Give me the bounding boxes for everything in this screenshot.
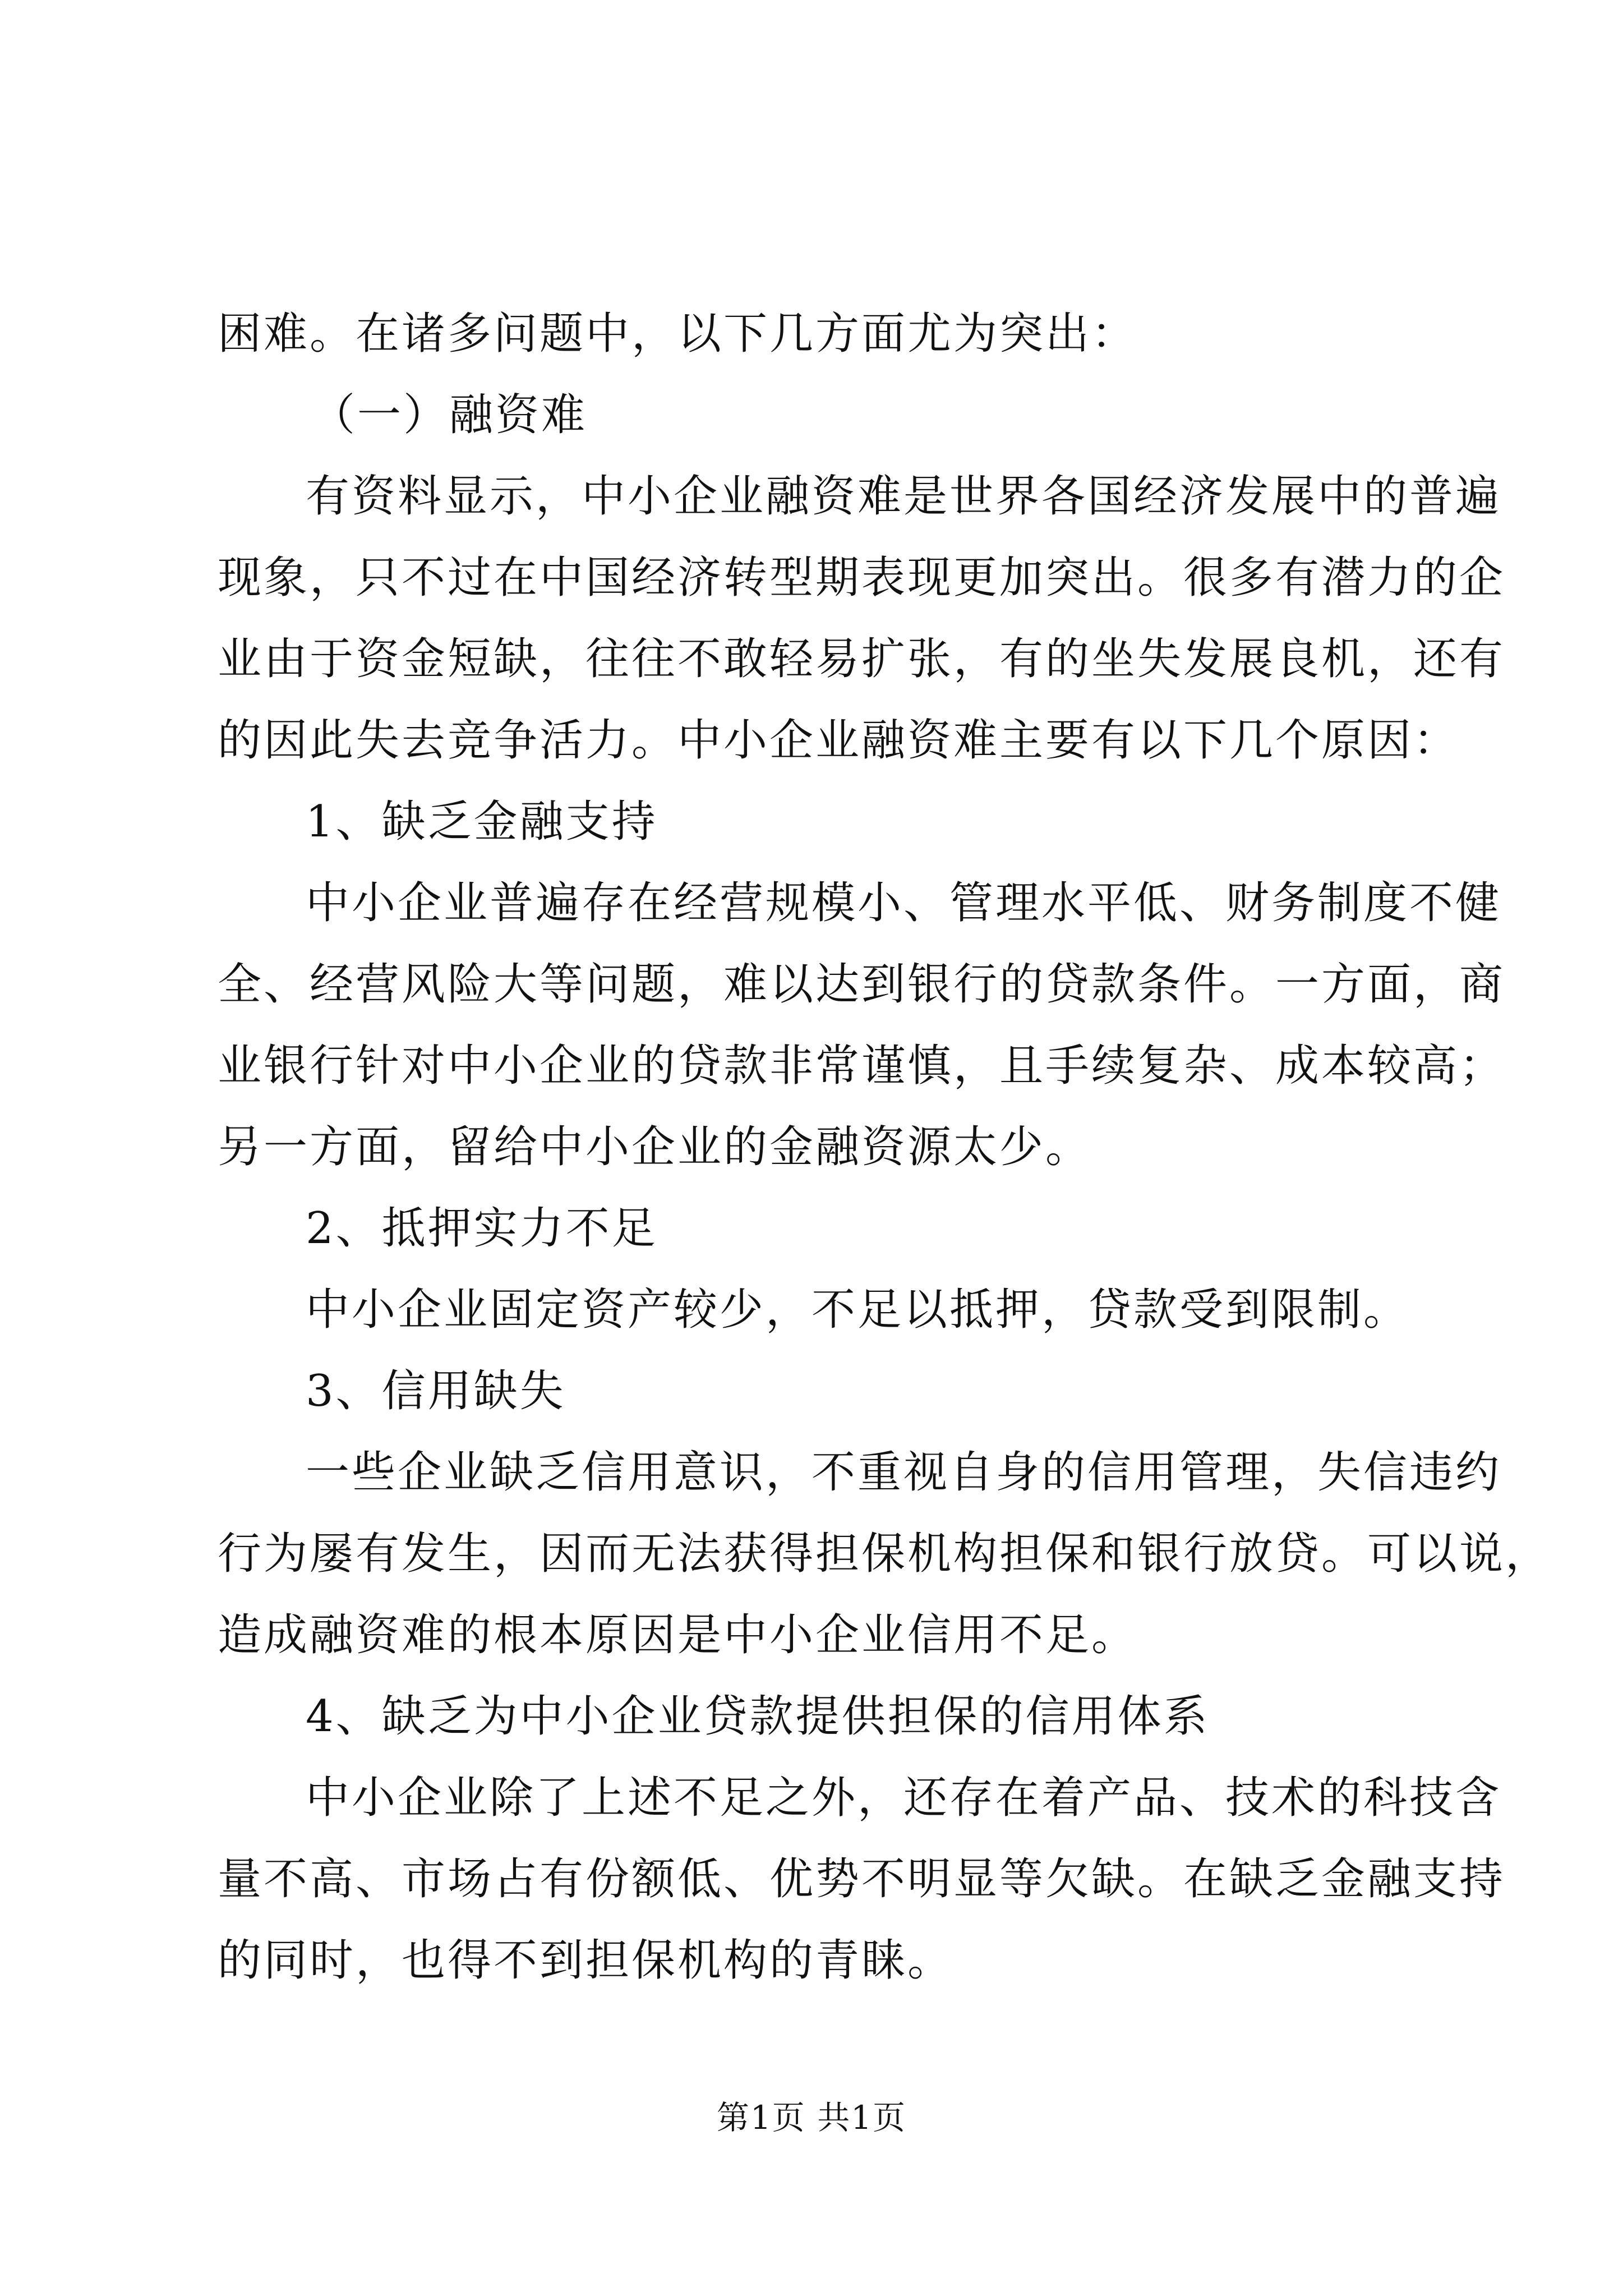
text-line-17: 造成融资难的根本原因是中小企业信用不足。 xyxy=(218,1610,1138,1660)
text-line-19: 中小企业除了上述不足之外，还存在着产品、技术的科技含 xyxy=(306,1773,1502,1823)
text-line-21: 的同时，也得不到担保机构的青睐。 xyxy=(218,1935,954,1986)
text-line-6: 的因此失去竞争活力。中小企业融资难主要有以下几个原因： xyxy=(218,715,1460,766)
text-line-5: 业由于资金短缺，往往不敢轻易扩张，有的坐失发展良机，还有 xyxy=(218,634,1506,684)
text-line-13: 中小企业固定资产较少，不足以抵押，贷款受到限制。 xyxy=(306,1285,1410,1335)
text-line-9: 全、经营风险大等问题，难以达到银行的贷款条件。一方面，商 xyxy=(218,959,1506,1010)
text-line-11: 另一方面，留给中小企业的金融资源太少。 xyxy=(218,1122,1092,1172)
text-line-8: 中小企业普遍存在经营规模小、管理水平低、财务制度不健 xyxy=(306,878,1502,928)
subheading-1: 1、缺乏金融支持 xyxy=(306,797,658,847)
text-line-10: 业银行针对中小企业的贷款非常谨慎，且手续复杂、成本较高； xyxy=(218,1041,1506,1091)
section-heading-financing: （一）融资难 xyxy=(311,390,588,440)
subheading-4: 4、缺乏为中小企业贷款提供担保的信用体系 xyxy=(306,1691,1210,1742)
page-footer: 第1页 共1页 xyxy=(716,2099,907,2137)
text-line-4: 现象，只不过在中国经济转型期表现更加突出。很多有潜力的企 xyxy=(218,553,1506,603)
text-line-16: 行为屡有发生，因而无法获得担保机构担保和银行放贷。可以说， xyxy=(218,1529,1552,1579)
text-line-3: 有资料显示，中小企业融资难是世界各国经济发展中的普遍 xyxy=(306,471,1502,522)
subheading-3: 3、信用缺失 xyxy=(306,1366,566,1416)
text-line-1: 困难。在诸多问题中，以下几方面尤为突出： xyxy=(218,309,1138,359)
text-line-20: 量不高、市场占有份额低、优势不明显等欠缺。在缺乏金融支持 xyxy=(218,1854,1506,1904)
subheading-2: 2、抵押实力不足 xyxy=(306,1203,658,1254)
text-line-15: 一些企业缺乏信用意识，不重视自身的信用管理，失信违约 xyxy=(306,1447,1502,1498)
